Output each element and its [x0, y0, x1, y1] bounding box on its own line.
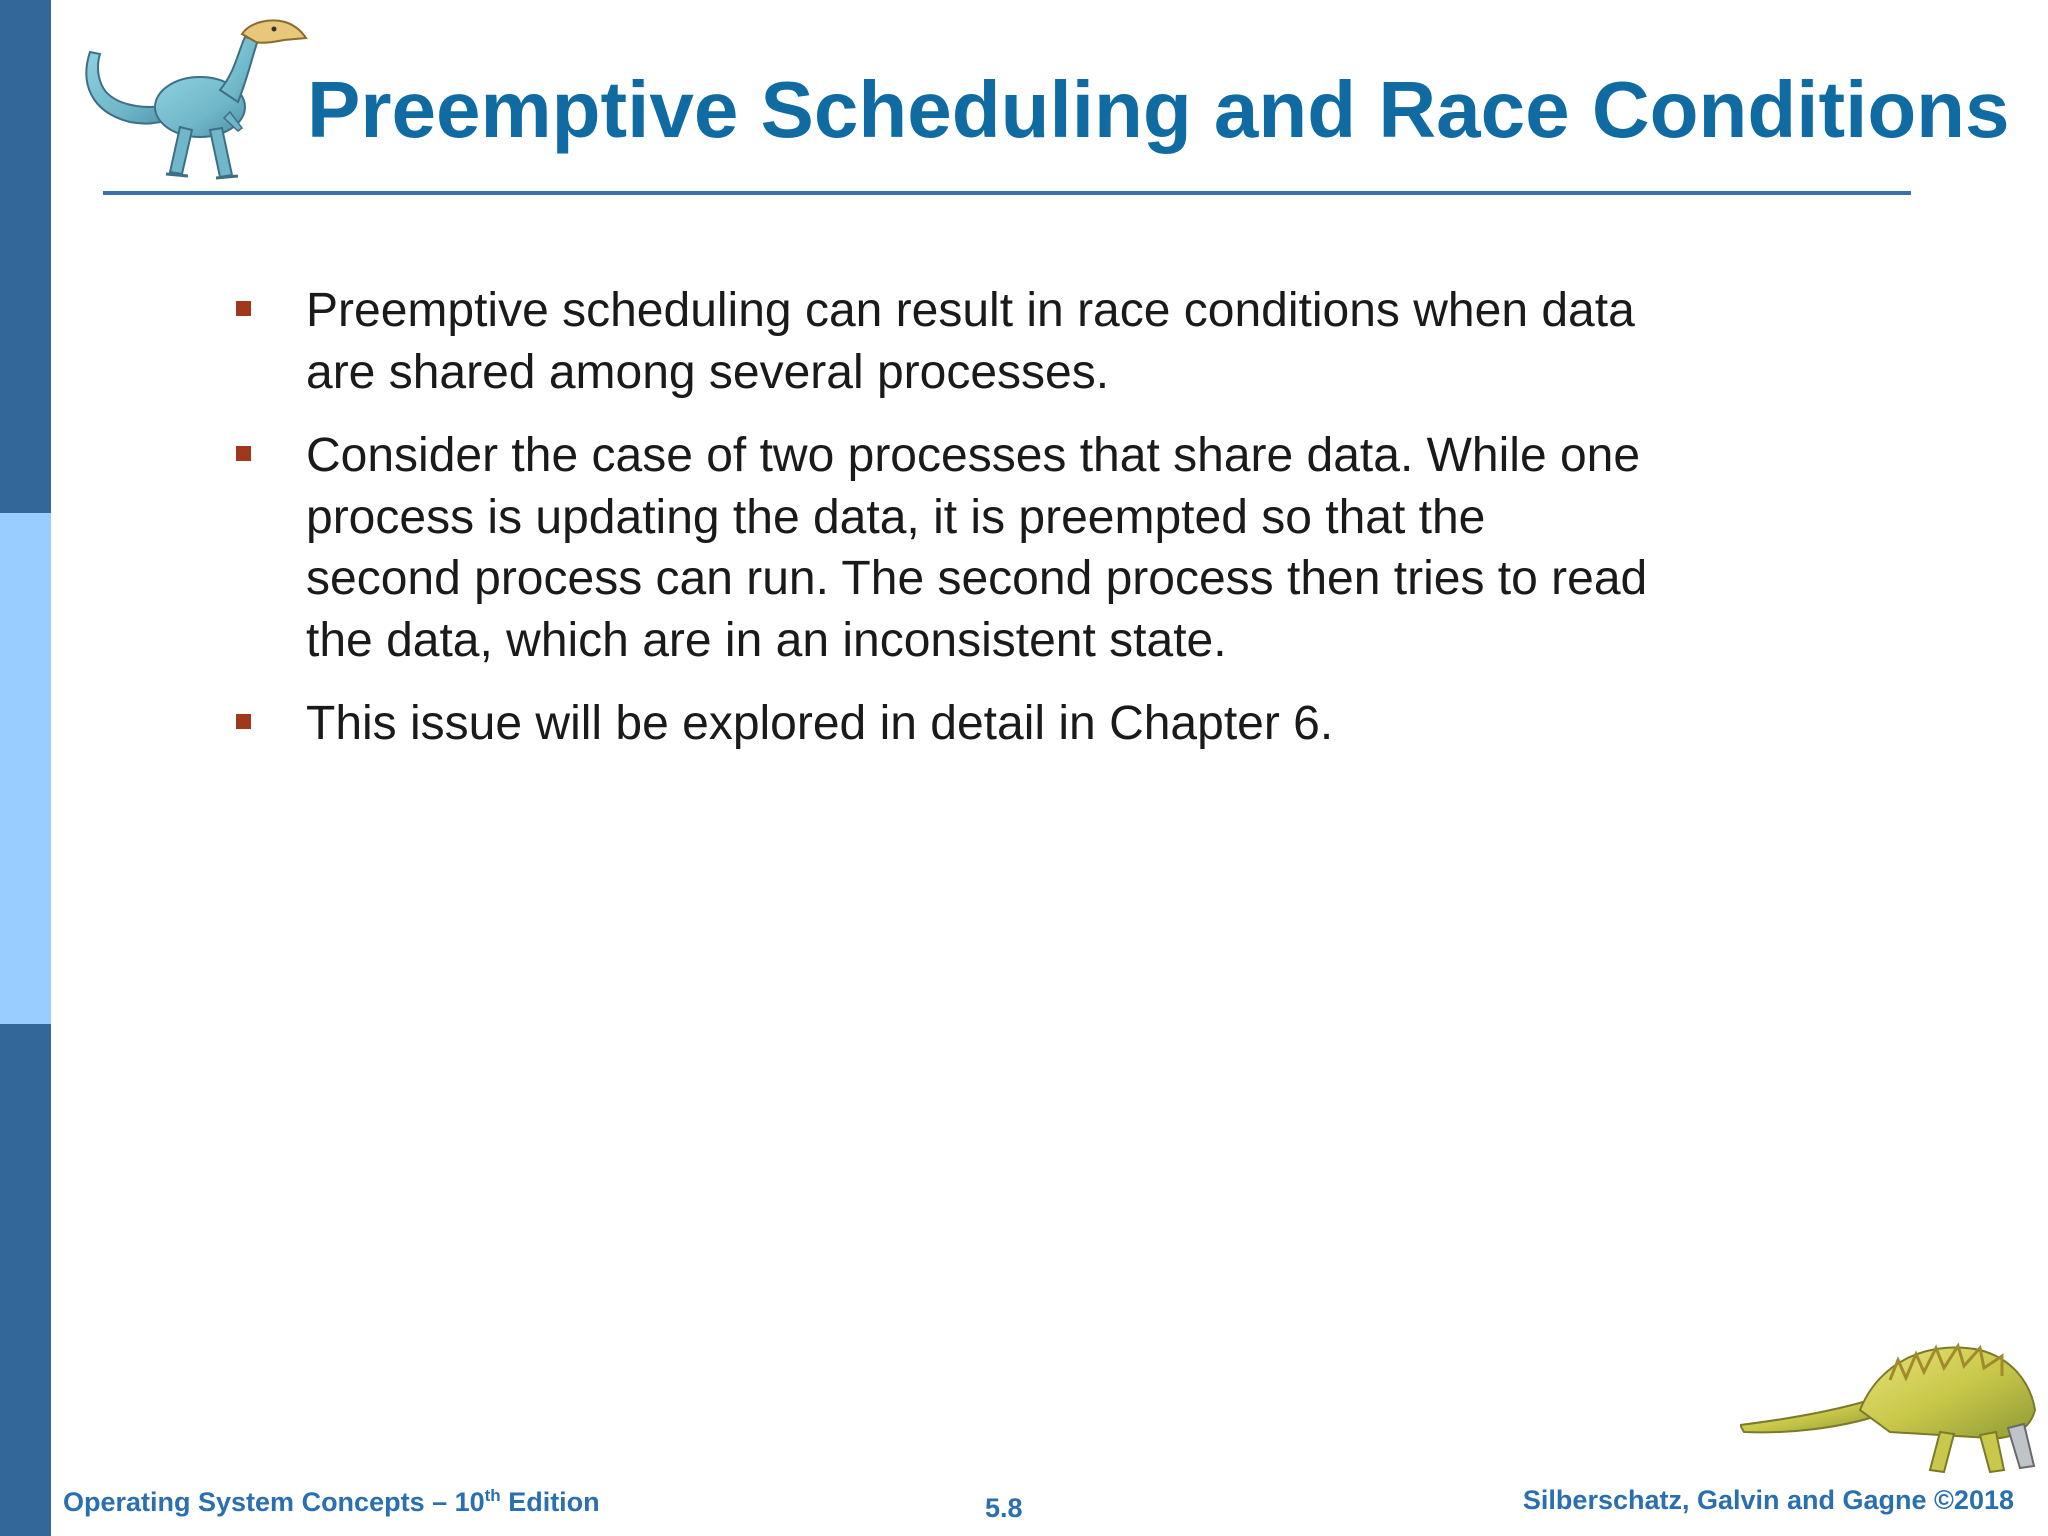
bullet-text: Consider the case of two processes that share data. While one process is updating the data, it is preempted so that the second process can run. The second process then tries to read the data, which are in an inconsistent state.	[306, 429, 1648, 667]
bullet-list	[230, 280, 1650, 777]
left-sidebar-bar	[0, 0, 51, 1536]
footer-book-prefix: Operating System Concepts – 10	[63, 1487, 485, 1517]
list-item	[230, 425, 1650, 671]
sidebar-segment-light	[0, 513, 51, 1024]
dinosaur-top-icon	[70, 12, 320, 192]
footer-book-suffix: Edition	[500, 1487, 600, 1517]
dinosaur-bottom-icon	[1740, 1320, 2040, 1480]
bullet-text: Preemptive scheduling can result in race conditions when data are shared among several processes.	[306, 284, 1635, 399]
footer-book-title	[63, 1484, 600, 1520]
bullet-square-icon	[236, 714, 251, 729]
bullet-text: This issue will be explored in detail in Chapter 6.	[306, 697, 1334, 750]
bullet-square-icon	[236, 301, 251, 316]
footer-book-sup: th	[484, 1486, 501, 1505]
sidebar-segment-dark-top	[0, 0, 51, 513]
slide-title: Preemptive Scheduling and Race Conditions	[307, 65, 2010, 154]
title-divider	[103, 191, 1911, 195]
footer-page-number: 5.8	[985, 1493, 1023, 1523]
bullet-square-icon	[236, 446, 251, 461]
list-item	[230, 693, 1650, 755]
footer-copyright: Silberschatz, Galvin and Gagne ©2018	[1522, 1485, 2014, 1515]
list-item	[230, 280, 1650, 403]
sidebar-segment-dark-bottom	[0, 1024, 51, 1536]
